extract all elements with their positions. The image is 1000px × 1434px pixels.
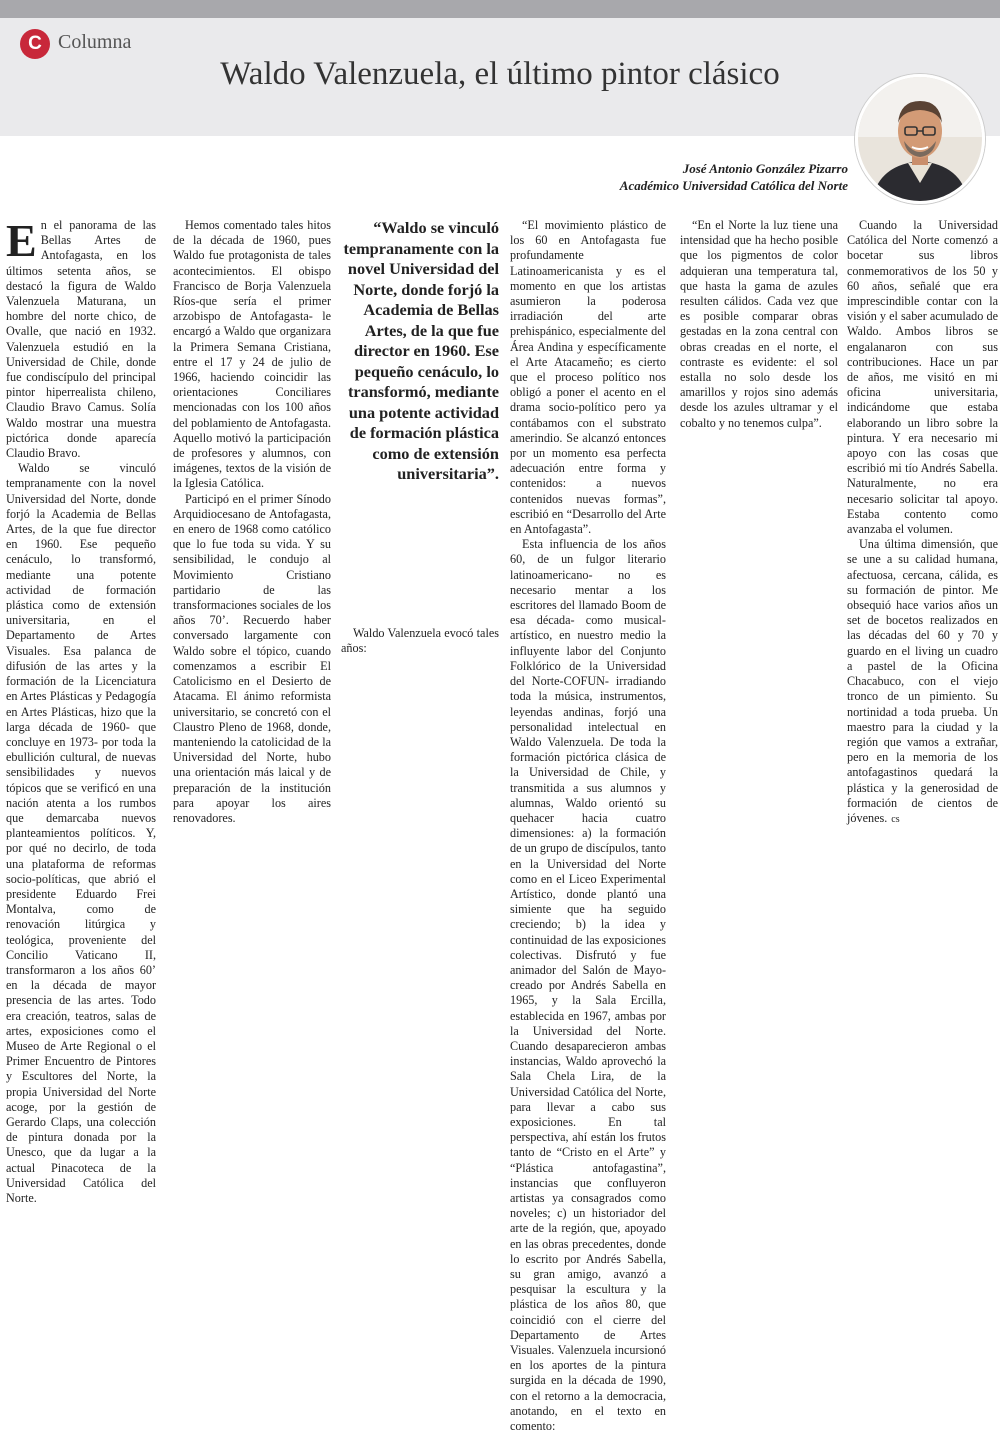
article-column-2	[173, 218, 331, 826]
article-paragraph: Waldo se vinculó tempranamente con la novel Universidad del Norte, donde forjó la Academia de Bellas Artes, de la que fue director en 1960. Ese pequeño cenáculo, lo transformó, mediante una potente actividad de formación plástica como de extensión universitaria, en el Departamento de Artes Visuales. Esa palanca de difusión de las artes y la formación de la Licenciatura en Artes Plásticas y Pedagogía en Artes Plásticas, hizo que la larga década de 1960- que concluye en 1973- por toda la ebullición cultural, de nuevas sensibilidades y nuevos tópicos que se verificó en una nación atenta a los rumbos que demarcaba nuevos planteamientos políticos. Y, por qué no decirlo, de toda una plataforma de reformas socio-políticas, que abrió el presidente Eduardo Frei Montalva, como de renovación litúrgica y teológica, proveniente del Concilio Vaticano II, transformaron a los años 60’ en la década de mayor presencia de las artes. Todo era creación, teatros, salas de artes, exposiciones como el Museo de Arte Regional o el Primer Encuentro de Pintores y Escultores del Norte, la propia Universidad del Norte acoge, por la gestión de Gerardo Claps, una colección de pintura donada por la Unesco, que da lugar a la actual Pinacoteca de la Universidad Católica del Norte.	[6, 461, 156, 1205]
article-column-4	[510, 218, 666, 1434]
section-c-icon: C	[20, 29, 50, 59]
pull-quote: “Waldo se vinculó tempranamente con la novel Universidad del Norte, donde forjó la Academia de Bellas Artes, de la que fue director en 1960. Ese pequeño cenáculo, lo transformó, mediante una potente actividad de formación plástica como de extensión universitaria”.	[343, 218, 499, 483]
top-rule	[0, 0, 1000, 18]
headline: Waldo Valenzuela, el último pintor clásico	[220, 56, 780, 92]
article-paragraph: Waldo Valenzuela evocó tales años:	[341, 626, 499, 656]
author-affiliation: Académico Universidad Católica del Norte	[619, 178, 848, 193]
article-column-5	[680, 218, 838, 431]
byline	[620, 160, 848, 194]
article-paragraph: “En el Norte la luz tiene una intensidad que ha hecho posible que los pigmentos de color adquieran una temperatura tal, que hasta la gama de azules resulten cálidos. Cada vez que es posible comparar obras gestadas en la zona central con obras creadas en el norte, el contraste es evidente: el sol estalla no solo desde los amarillos y rojos sino además desde los azules ultramar y el cobalto y no tenemos culpa”.	[680, 218, 838, 430]
article-paragraph: Hemos comentado tales hitos de la década de 1960, pues Waldo fue protagonista de tales acontecimientos. El obispo Francisco de Borja Valenzuela Ríos-que sería el primer arzobispo de Antofagasta- le encargó a Waldo que organizara la Primera Semana Cristiana, entre el 17 y 24 de julio de 1966, haciendo coincidir las orientaciones Conciliares mencionadas con los 100 años del poblamiento de Antofagasta. Aquello motivó la participación de profesores y alumnos, con imágenes, textos de la visión de la Iglesia Católica.	[173, 218, 331, 491]
section-label: Columna	[58, 31, 132, 53]
article-paragraph: Cuando la Universidad Católica del Norte comenzó a bocetar sus libros conmemorativos de los 50 y 60 años, señalé que era imprescindible contar con la visión y el saber acumulado de Waldo. Ambos libros se engalanaron con sus contribuciones. Hace un par de años, me visitó en mi oficina universitaria, indicándome que estaba elaborando un libro sobre la pintura. Y era necesario mi apoyo con las cosas que escribió mi tío Andrés Sabella. Naturalmente, no era necesario solicitar tal apoyo. Estaba contento como avanzaba el volumen.	[847, 218, 998, 537]
article-column-3	[341, 626, 499, 656]
author-portrait	[855, 74, 985, 204]
end-mark-icon: cs	[891, 813, 900, 825]
drop-cap: E	[6, 215, 37, 266]
article-paragraph: “El movimiento plástico de los 60 en Antofagasta fue profundamente Latinoamericanista y es el momento en que los artistas asumieron la poderosa irradiación del arte prehispánico, especialmente del Área Andina y específicamente el Arte Atacameño; es cierto que el proceso político nos obligó a poner el acento en el drama socio-político pero ya contábamos con el substrato amerindio. Se alcanzó entonces por un momento esa perfecta adecuación entre forma y contenidos: a nuevos contenidos nuevas formas”, escribió en “Desarrollo del Arte en Antofagasta”.	[510, 218, 666, 537]
portrait-icon	[858, 77, 982, 201]
article-column-6	[847, 218, 998, 827]
article-column-1	[6, 215, 156, 1206]
article-paragraph: Una última dimensión, que se une a su calidad humana, afectuosa, cercana, cálida, es su formación de pintor. Me obsequió hace varios años un set de bocetos realizados en las décadas del 60 y 70 y guardo en el living un cuadro a pastel de la Oficina Chacabuco, con el viejo tronco de un pimiento. Su nortinidad a toda prueba. Un maestro para la ciudad y la región que vamos a extrañar, pero en la memoria de los antofagastinos quedará la plástica y la generosidad de formación de cientos de jóvenes. cs	[847, 537, 998, 825]
article-paragraph: En el panorama de las Bellas Artes de Antofagasta, en los últimos setenta años, se destacó la figura de Waldo Valenzuela Maturana, un hombre del norte chico, de Ovalle, que nació en 1932. Valenzuela estudió en la Universidad de Chile, donde fue condiscípulo del principal pintor hiperrealista chileno, Claudio Bravo Camus. Solía Waldo mostrar una muestra pictórica donde aparecía Claudio Bravo.	[6, 215, 156, 461]
author-name: José Antonio González Pizarro	[682, 161, 848, 176]
article-paragraph: Participó en el primer Sínodo Arquidiocesano de Antofagasta, en enero de 1968 como católico que lo fue toda su vida. Y su sensibilidad, le condujo al Movimiento Cristiano partidario de las transformaciones sociales de los años 70’. Recuerdo haber conversado largamente con Waldo sobre el tópico, cuando comenzamos a escribir El Catolicismo en el Desierto de Atacama. El ánimo reformista universitario, se concretó con el Claustro Pleno de 1968, donde, manteniendo la catolicidad de la Universidad del Norte, hubo una orientación más laical y de preparación de la institución para apoyar los aires renovadores.	[173, 491, 331, 825]
article-paragraph: Esta influencia de los años 60, de un fulgor literario latinoamericano- no es necesario mentar a los escritores del llamado Boom de esa década- como musical-artístico, en nuestro medio la influyente labor del Conjunto Folklórico de la Universidad del Norte-COFUN- irradiando toda la música, instrumentos, leyendas andinas, forjó una personalidad intelectual en Waldo Valenzuela. De toda la formación pictórica clásica de la Universidad de Chile, y transmitida a sus alumnos y alumnas, Waldo orientó su quehacer hacia cuatro dimensiones: a) la formación de un grupo de discípulos, tanto en la Universidad del Norte como en el Liceo Experimental Artístico, donde plantó una simiente que ha seguido creciendo; b) la idea y continuidad de las exposiciones colectivas. Disfrutó y fue animador del Salón de Mayo- creado por Andrés Sabella en 1965, y la Sala Ercilla, establecida en 1967, ambas por la Universidad del Norte. Cuando desaparecieron ambas instancias, Waldo aprovechó la Sala Chela Lira, de la Universidad Católica del Norte, para llevar a cabo sus exposiciones. En tal perspectiva, ahí están los frutos tanto de “Cristo en el Arte” y “Plástica antofagastina”, instancias que confluyeron artistas ya consagrados como noveles; c) un historiador del arte de la región, que, apoyado en las obras precedentes, donde lo escrito por Andrés Sabella, su gran amigo, avanzó a pesquisar la escultura y la plástica de los años 80, que coincidió con el cierre del Departamento de Artes Visuales. Valenzuela incursionó en los aportes de la pintura surgida en la década de 1990, con el retorno a la democracia, anotando, en el texto en comento:	[510, 537, 666, 1434]
